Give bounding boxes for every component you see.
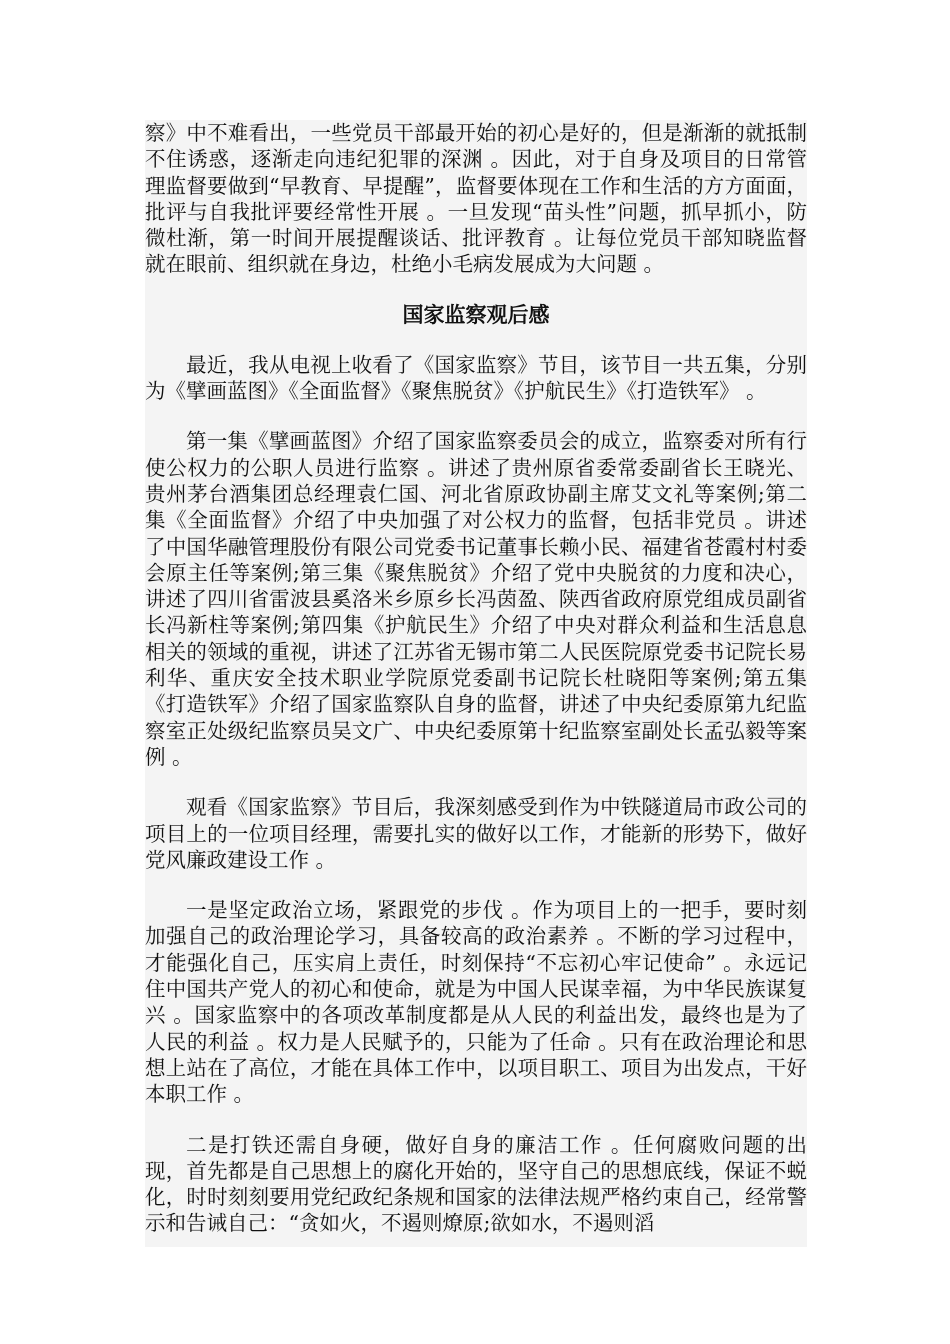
document-title: 国家监察观后感 xyxy=(402,301,550,327)
body-paragraph-2: 第一集《擘画蓝图》介绍了国家监察委员会的成立，监察委对所有行使公权力的公职人员进行监察 。讲述了贵州原省委常委副省长王晓光、贵州茅台酒集团总经理袁仁国、河北省原政协副主席艾文礼等案例;第二集《全面监督》介绍了中央加强了对公权力的监督，包括非党员 。讲述了中国华融管理股份有限公司党委书记董事长赖小民、福建省苍霞村村委会原主任等案例;第三集《聚焦脱贫》介绍了党中央脱贫的力度和决心，讲述了四川省雷波县奚洛米乡原乡长冯茵盈、陕西省政府原党组成员副省长冯新柱等案例;第四集《护航民生》介绍了中央对群众利益和生活息息相关的领域的重视，讲述了江苏省无锡市第二人民医院原党委书记院长易利华、重庆安全技术职业学院原党委副书记院长杜晓阳等案例;第五集《打造铁军》介绍了国家监察队自身的监督，讲述了中央纪委原第九纪监察室正处级纪监察员吴文广、中央纪委原第十纪监察室副处长孟弘毅等案例 。 xyxy=(145,429,807,769)
body-paragraph-5: 二是打铁还需自身硬，做好自身的廉洁工作 。任何腐败问题的出现，首先都是自己思想上的腐化开始的，坚守自己的思想底线，保证不蜕化，时时刻刻要用党纪政纪条规和国家的法律法规严格约束自己，经常警示和告诫自己：“贪如火，不遏则燎原;欲如水，不遏则滔 xyxy=(145,1132,807,1236)
body-paragraph-3: 观看《国家监察》节目后，我深刻感受到作为中铁隧道局市政公司的项目上的一位项目经理，需要扎实的做好以工作，才能新的形势下，做好党风廉政建设工作 。 xyxy=(145,795,807,872)
body-paragraph-4: 一是坚定政治立场，紧跟党的步伐 。作为项目上的一把手，要时刻加强自己的政治理论学习，具备较高的政治素养 。不断的学习过程中，才能强化自己，压实肩上责任，时刻保持“不忘初心牢记使命” 。永远记住中国共产党人的初心和使命，就是为中国人民谋幸福，为中华民族谋复兴 。国家监察中的各项改革制度都是从人民的利益出发，最终也是为了人民的利益 。权力是人民赋予的，只能为了任命 。只有在政治理论和思想上站在了高位，才能在具体工作中，以项目职工、项目为出发点，干好本职工作 。 xyxy=(145,898,807,1107)
document-page xyxy=(145,120,807,1247)
intro-paragraph: 察》中不难看出，一些党员干部最开始的初心是好的，但是渐渐的就抵制不住诱惑，逐渐走向违纪犯罪的深渊 。因此，对于自身及项目的日常管理监督要做到“早教育、早提醒”，监督要体现在工作和生活的方方面面，批评与自我批评要经常性开展 。一旦发现“苗头性”问题，抓早抓小，防微杜渐，第一时间开展提醒谈话、批评教育 。让每位党员干部知晓监督就在眼前、组织就在身边，杜绝小毛病发展成为大问题 。 xyxy=(145,121,807,277)
body-paragraph-1: 最近，我从电视上收看了《国家监察》节目，该节目一共五集，分别为《擘画蓝图》《全面监督》《聚焦脱贫》《护航民生》《打造铁军》 。 xyxy=(145,352,807,404)
